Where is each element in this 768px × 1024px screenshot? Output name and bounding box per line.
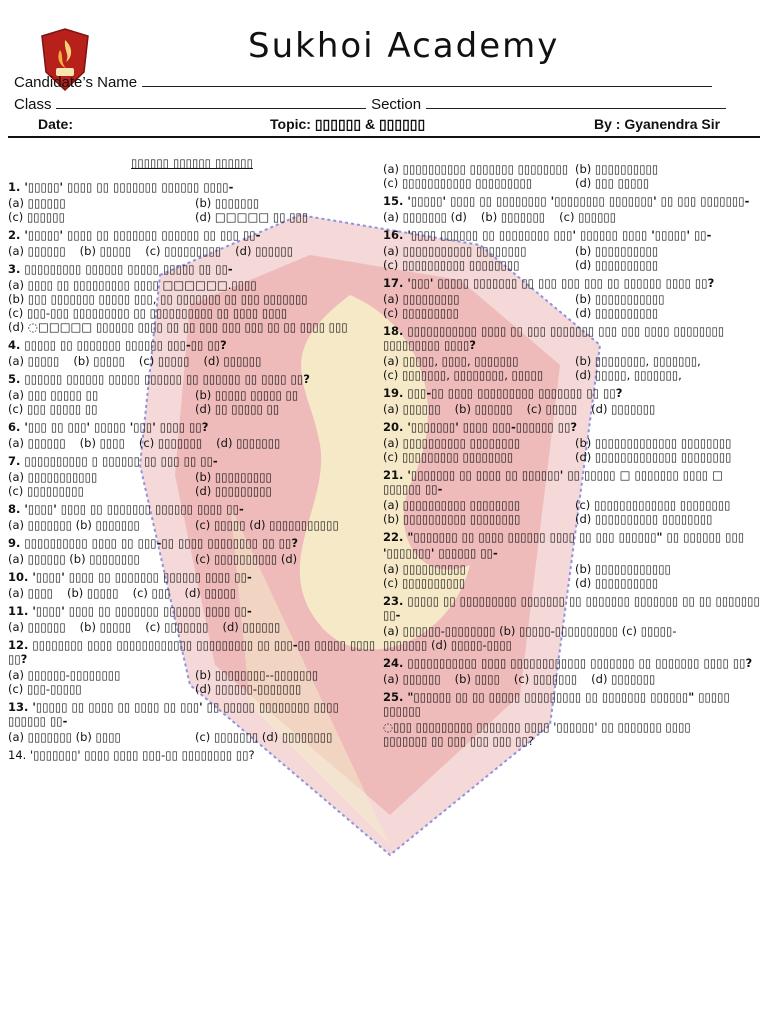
question-25 [383, 690, 761, 748]
answer-option[interactable]: (c) ▯▯▯▯▯▯▯▯▯▯ (d) [195, 552, 298, 566]
answer-option[interactable]: (d) ▯▯▯▯▯▯ [235, 244, 294, 258]
question-text: 2. '▯▯▯▯▯' ▯▯▯▯ ▯▯ ▯▯▯▯▯▯▯ ▯▯▯▯▯▯ ▯▯ ▯▯▯ ▯▯- [8, 228, 261, 242]
answer-option[interactable]: (c) ▯▯▯▯▯▯▯▯▯ ▯▯▯▯▯▯▯▯ [383, 450, 514, 464]
answer-option[interactable]: (b) ▯▯▯▯▯▯▯▯▯▯ ▯▯▯▯▯▯▯▯ [383, 512, 521, 526]
answer-option[interactable]: (c) ▯▯▯▯▯ [138, 354, 190, 368]
author-label: By : Gyanendra Sir [594, 116, 721, 132]
class-field[interactable] [56, 94, 366, 109]
candidate-name-row [14, 72, 712, 91]
options-group [383, 672, 761, 686]
question-10 [8, 570, 376, 600]
question-13 [8, 700, 376, 744]
question-text: 6. '▯▯▯ ▯▯ ▯▯▯' ▯▯▯▯▯ '▯▯▯' ▯▯▯▯ ▯▯? [8, 420, 209, 434]
options-group [8, 436, 376, 450]
answer-option[interactable]: (c) ▯▯▯▯▯▯▯▯▯ [8, 484, 84, 498]
answer-option[interactable]: (b) ▯▯▯▯▯ [73, 354, 125, 368]
options-group [383, 624, 761, 652]
answer-option[interactable]: (c) ▯▯▯▯▯▯▯▯▯ [145, 244, 222, 258]
options-group [8, 552, 376, 566]
worksheet-header-bar [8, 116, 760, 138]
answer-option[interactable]: (a) ▯▯▯▯▯▯▯▯▯▯ ▯▯▯▯▯▯▯▯ [383, 436, 521, 450]
answer-option[interactable]: (a) ▯▯▯▯▯▯ [8, 620, 66, 634]
question-14-text: 14. '▯▯▯▯▯▯▯' ▯▯▯▯ ▯▯▯▯ ▯▯▯-▯▯ ▯▯▯▯▯▯▯▯ ▯▯? [8, 748, 255, 762]
class-section-row [14, 94, 726, 113]
options-group [383, 244, 761, 272]
answer-option[interactable]: (a) ▯▯▯▯▯▯▯▯▯▯▯ [8, 470, 98, 484]
question-19 [383, 386, 761, 416]
options-group [383, 354, 761, 382]
question-3 [8, 262, 376, 334]
answer-option[interactable]: (c) ▯▯▯▯▯▯▯▯▯▯ [383, 576, 466, 590]
answer-option[interactable]: (d) □□□□□ ▯▯ ▯▯▯ [195, 210, 309, 224]
answer-option[interactable]: (a) ▯▯▯ ▯▯▯▯▯ ▯▯ [8, 388, 99, 402]
answer-option[interactable]: (c) ▯▯▯ [132, 586, 171, 600]
question-11 [8, 604, 376, 634]
options-group [8, 668, 376, 696]
answer-option[interactable]: (a) ▯▯▯▯▯▯▯▯▯▯ ▯▯▯▯▯▯▯▯ [383, 498, 521, 512]
answer-option[interactable]: (b) ▯▯▯▯ [454, 672, 500, 686]
answer-option[interactable]: (c) ▯▯▯▯▯▯ [8, 210, 65, 224]
question-text: 8. '▯▯▯▯' ▯▯▯▯ ▯▯ ▯▯▯▯▯▯▯ ▯▯▯▯▯▯ ▯▯▯▯ ▯▯- [8, 502, 244, 516]
answer-option[interactable]: (c) ▯▯▯▯▯▯▯▯▯▯▯ ▯▯▯▯▯▯▯▯▯ [383, 176, 533, 190]
question-2 [8, 228, 376, 258]
answer-option[interactable]: (b) ▯▯▯▯▯▯▯ [195, 196, 260, 210]
question-text: 3. ▯▯▯▯▯▯▯▯▯ ▯▯▯▯▯▯ ▯▯▯▯▯ ▯▯▯▯▯ ▯▯ ▯▯- [8, 262, 233, 276]
answer-option[interactable]: (a) ▯▯▯▯▯▯-▯▯▯▯▯▯▯▯ [8, 668, 121, 682]
answer-option[interactable]: (a) ▯▯▯▯▯▯▯▯▯ [383, 292, 460, 306]
question-text: 12. ▯▯▯▯▯▯▯▯ ▯▯▯▯ ▯▯▯▯▯▯▯▯▯▯▯▯ ▯▯▯▯▯▯▯▯▯ ▯▯ ▯▯▯-▯▯ ▯▯▯▯▯ ▯▯▯▯ ▯▯? [8, 638, 376, 666]
answer-option[interactable]: (a) ▯▯▯▯▯▯▯ (b) ▯▯▯▯▯▯▯ [8, 518, 140, 532]
class-label: Class [14, 96, 52, 113]
options-group [8, 278, 376, 334]
question-text: 20. '▯▯▯▯▯▯▯' ▯▯▯▯ ▯▯▯-▯▯▯▯▯▯ ▯▯? [383, 420, 578, 434]
question-text: 17. '▯▯▯' ▯▯▯▯▯ ▯▯▯▯▯▯▯ ▯▯ ▯▯▯ ▯▯▯ ▯▯▯ ▯▯ ▯▯▯▯▯▯ ▯▯▯▯ ▯▯? [383, 276, 715, 290]
question-text: 11. '▯▯▯▯' ▯▯▯▯ ▯▯ ▯▯▯▯▯▯▯ ▯▯▯▯▯▯ ▯▯▯▯ ▯▯- [8, 604, 252, 618]
answer-option[interactable]: (a) ▯▯▯▯▯▯ [8, 196, 66, 210]
answer-option[interactable]: (a) ▯▯▯▯▯, ▯▯▯▯, ▯▯▯▯▯▯▯ [383, 354, 519, 368]
options-group [8, 244, 376, 258]
options-group [383, 562, 761, 590]
question-text: 19. ▯▯▯-▯▯ ▯▯▯▯ ▯▯▯▯▯▯▯▯▯ ▯▯▯▯▯▯▯ ▯▯ ▯▯? [383, 386, 623, 400]
answer-option[interactable]: (d) ▯▯▯▯▯, ▯▯▯▯▯▯▯, [575, 368, 682, 382]
options-group [383, 292, 761, 320]
section-label: Section [371, 96, 422, 113]
question-20 [383, 420, 761, 464]
options-group [8, 620, 376, 634]
options-group [383, 402, 761, 416]
options-group [8, 586, 376, 600]
options-group [383, 210, 761, 224]
answer-option[interactable]: (c) ▯▯▯▯▯▯▯ [513, 672, 578, 686]
options-group [8, 354, 376, 368]
answer-option[interactable]: (d) ▯▯▯▯▯▯ [222, 620, 281, 634]
answer-option[interactable]: (c) ▯▯▯▯▯▯▯▯▯ [383, 306, 459, 320]
answer-option[interactable]: (c) ▯▯▯▯▯▯▯▯▯▯▯▯▯ ▯▯▯▯▯▯▯▯ [575, 498, 731, 512]
answer-option[interactable]: (a) ▯▯▯▯▯▯▯▯▯▯ [383, 562, 466, 576]
answer-option[interactable]: (d) ▯▯▯▯▯▯▯ [591, 402, 656, 416]
answer-option[interactable]: (a) ▯▯▯▯▯▯ [8, 436, 66, 450]
question-text: 10. '▯▯▯▯' ▯▯▯▯ ▯▯ ▯▯▯▯▯▯▯ ▯▯▯▯▯▯ ▯▯▯▯ ▯▯- [8, 570, 252, 584]
question-text: 16. '▯▯▯▯ ▯▯▯▯▯▯ ▯▯ ▯▯▯▯▯▯▯▯ ▯▯▯' ▯▯▯▯▯▯ ▯▯▯▯ '▯▯▯▯▯' ▯▯- [383, 228, 712, 242]
question-14-options [383, 162, 761, 190]
options-group [8, 518, 376, 532]
question-7 [8, 454, 376, 498]
question-15 [383, 194, 761, 224]
answer-option[interactable]: (a) ▯▯▯▯ ▯▯ ▯▯▯▯▯▯▯▯▯ ▯▯▯▯ □□□□□□.▯▯▯▯ [8, 278, 257, 292]
answer-option[interactable]: (a) ▯▯▯▯▯▯-▯▯▯▯▯▯▯▯ (b) ▯▯▯▯▯-▯▯▯▯▯▯▯▯▯▯ (c) ▯▯▯▯▯- [383, 624, 677, 638]
options-group [8, 730, 376, 744]
answer-option[interactable]: (a) ▯▯▯▯▯▯▯ (b) ▯▯▯▯ [8, 730, 121, 744]
answer-option[interactable]: ▯▯▯▯▯▯▯ ▯▯ ▯▯▯ ▯▯▯ ▯▯▯ ▯▯? [383, 734, 534, 748]
answer-option[interactable]: (c) ▯▯▯▯▯▯▯▯▯▯ ▯▯▯▯▯▯▯▯ [383, 258, 520, 272]
question-text: 13. '▯▯▯▯▯ ▯▯ ▯▯▯▯ ▯▯ ▯▯▯▯ ▯▯ ▯▯▯' ▯▯ ▯▯▯▯▯ ▯▯▯▯▯▯▯▯ ▯▯▯▯ ▯▯▯▯▯▯ ▯▯- [8, 700, 339, 728]
options-group [8, 470, 376, 498]
answer-option[interactable]: (d) ▯▯▯▯▯▯▯▯▯▯ ▯▯▯▯▯▯▯▯ [575, 512, 713, 526]
answer-option[interactable]: (d) ▯▯▯▯▯▯▯ [216, 436, 281, 450]
answer-option[interactable]: (b) ▯▯▯▯▯▯▯▯▯▯ [575, 244, 659, 258]
question-1 [8, 180, 376, 224]
question-text: 22. "▯▯▯▯▯▯▯ ▯▯ ▯▯▯▯ ▯▯▯▯▯▯ ▯▯▯▯ ▯▯ ▯▯▯ ▯▯▯▯▯▯" ▯▯ ▯▯▯▯▯▯ ▯▯▯ [383, 530, 745, 544]
section-field[interactable] [426, 94, 726, 109]
question-text: 25. "▯▯▯▯▯▯ ▯▯ ▯▯ ▯▯▯▯▯ ▯▯▯▯▯▯▯▯▯ ▯▯ ▯▯▯▯▯▯▯ ▯▯▯▯▯▯" ▯▯▯▯▯ ▯▯▯▯▯▯ [383, 690, 730, 718]
answer-option[interactable]: (b) ▯▯▯ ▯▯▯▯▯▯▯ ▯▯▯▯▯ ▯▯▯, ▯▯ ▯▯▯▯▯▯▯ ▯▯ ▯▯▯ ▯▯▯▯▯▯▯ [8, 292, 308, 306]
question-16 [383, 228, 761, 272]
question-text: 5. ▯▯▯▯▯▯ ▯▯▯▯▯▯ ▯▯▯▯▯ ▯▯▯▯▯▯ ▯▯ ▯▯▯▯▯▯ ▯▯ ▯▯▯▯ ▯▯? [8, 372, 310, 386]
answer-option[interactable]: (b) ▯▯▯▯▯ [79, 620, 132, 634]
answer-option[interactable]: (a) ▯▯▯▯▯▯ [383, 672, 441, 686]
answer-option[interactable]: (b) ▯▯▯▯▯▯▯▯▯▯ [575, 162, 659, 176]
candidate-name-label: Candidate’s Name [14, 74, 138, 91]
answer-option[interactable]: (b) ▯▯▯▯▯ [67, 586, 119, 600]
answer-option[interactable]: (c) ▯▯▯▯▯▯▯ (d) ▯▯▯▯▯▯▯▯ [195, 730, 333, 744]
question-text: 24. ▯▯▯▯▯▯▯▯▯▯▯ ▯▯▯▯ ▯▯▯▯▯▯▯▯▯▯▯▯ ▯▯▯▯▯▯▯ ▯▯ ▯▯▯▯▯▯▯ ▯▯▯▯ ▯▯? [383, 656, 753, 670]
options-group [8, 196, 376, 224]
answer-option[interactable]: (b) ▯▯▯▯▯▯▯ [480, 210, 546, 224]
answer-option[interactable]: (c) ▯▯▯-▯▯▯ ▯▯▯▯▯▯▯▯▯ ▯▯ ▯▯▯▯▯▯▯▯▯▯ ▯▯ ▯▯▯▯ ▯▯▯▯ [8, 306, 288, 320]
answer-option[interactable]: (c) ▯▯▯▯▯▯▯ [145, 620, 209, 634]
answer-option[interactable]: (a) ▯▯▯▯▯▯ (b) ▯▯▯▯▯▯▯▯ [8, 552, 140, 566]
answer-option[interactable]: (d) ▯▯▯▯▯▯▯▯▯▯▯▯▯ ▯▯▯▯▯▯▯▯ [575, 450, 732, 464]
answer-option[interactable]: (b) ▯▯▯▯▯▯▯▯▯▯▯▯ [575, 562, 671, 576]
question-12 [8, 638, 376, 696]
answer-option[interactable]: (d) ▯▯▯▯▯▯-▯▯▯▯▯▯▯ [195, 682, 302, 696]
answer-option[interactable]: (b) ▯▯▯▯▯▯▯▯▯▯▯ [575, 292, 665, 306]
right-column [383, 162, 761, 752]
answer-option[interactable]: (c) ▯▯▯▯▯▯▯, ▯▯▯▯▯▯▯▯, ▯▯▯▯▯ [383, 368, 544, 382]
question-text: 7. ▯▯▯▯▯▯▯▯▯▯ ▯ ▯▯▯▯▯▯ ▯▯ ▯▯▯ ▯▯ ▯▯- [8, 454, 218, 468]
options-group [383, 498, 761, 526]
answer-option[interactable]: (b) ▯▯▯▯▯▯▯▯▯ [195, 470, 272, 484]
answer-option[interactable]: (c) ▯▯▯-▯▯▯▯▯ [8, 682, 82, 696]
question-text: 1. '▯▯▯▯▯' ▯▯▯▯ ▯▯ ▯▯▯▯▯▯▯ ▯▯▯▯▯▯ ▯▯▯▯- [8, 180, 234, 194]
question-8 [8, 502, 376, 532]
answer-option[interactable]: (c) ▯▯▯ ▯▯▯▯▯ ▯▯ [8, 402, 98, 416]
question-note: '▯▯▯▯▯▯▯' ▯▯▯▯▯▯ ▯▯- [383, 546, 498, 560]
answer-option[interactable]: (a) ▯▯▯▯▯▯ [8, 244, 66, 258]
answer-option[interactable]: ◌▯▯▯ ▯▯▯▯▯▯▯▯▯ ▯▯▯▯▯▯▯ ▯▯▯▯ '▯▯▯▯▯▯' ▯▯ ▯▯▯▯▯▯▯ ▯▯▯▯ [383, 720, 691, 734]
question-17 [383, 276, 761, 320]
question-24 [383, 656, 761, 686]
question-text: 9. ▯▯▯▯▯▯▯▯▯▯ ▯▯▯▯ ▯▯ ▯▯▯-▯▯ ▯▯▯▯ ▯▯▯▯▯▯▯▯ ▯▯ ▯▯? [8, 536, 298, 550]
answer-option[interactable]: (a) ▯▯▯▯ [8, 586, 53, 600]
answer-option[interactable]: (a) ▯▯▯▯▯▯▯▯▯▯ ▯▯▯▯▯▯▯ ▯▯▯▯▯▯▯▯ [383, 162, 569, 176]
answer-option[interactable]: (d) ◌□□□□□ ▯▯▯▯▯▯ ▯▯▯▯ ▯▯ ▯▯ ▯▯▯ ▯▯▯ ▯▯▯ ▯▯ ▯▯ ▯▯▯▯ ▯▯▯ [8, 320, 348, 334]
options-group [8, 388, 376, 416]
answer-option[interactable]: (c) ▯▯▯▯▯ [526, 402, 578, 416]
question-4 [8, 338, 376, 368]
question-23 [383, 594, 761, 652]
question-6 [8, 420, 376, 450]
question-text: 21. '▯▯▯▯▯▯▯ ▯▯ ▯▯▯▯ ▯▯ ▯▯▯▯▯▯' ▯▯ ▯▯▯▯▯ □ ▯▯▯▯▯▯▯ ▯▯▯▯ □ ▯▯▯▯▯▯ ▯▯- [383, 468, 723, 496]
academy-title: Sukhoi Academy [248, 26, 560, 66]
question-text: 18. ▯▯▯▯▯▯▯▯▯▯▯ ▯▯▯▯ ▯▯ ▯▯▯ ▯▯▯▯▯▯▯ ▯▯▯ ▯▯▯ ▯▯▯▯ ▯▯▯▯▯▯▯▯ ▯▯▯▯▯▯▯▯▯ ▯▯▯▯? [383, 324, 725, 352]
answer-option[interactable]: (d) ▯▯▯▯▯▯ [203, 354, 262, 368]
answer-option[interactable]: (a) ▯▯▯▯▯ [8, 354, 60, 368]
answer-option[interactable]: (d) ▯▯▯▯▯ [184, 586, 237, 600]
answer-option[interactable]: (d) ▯▯▯▯▯▯▯ [591, 672, 656, 686]
date-label: Date: [38, 116, 74, 132]
options-group [383, 436, 761, 464]
answer-option[interactable]: (b) ▯▯▯▯▯ ▯▯▯▯▯ ▯▯ [195, 388, 299, 402]
question-21 [383, 468, 761, 526]
question-text: 15. '▯▯▯▯▯' ▯▯▯▯ ▯▯ ▯▯▯▯▯▯▯▯ '▯▯▯▯▯▯▯▯ ▯▯▯▯▯▯▯' ▯▯ ▯▯▯ ▯▯▯▯▯▯▯- [383, 194, 750, 208]
topic-label: Topic: ▯▯▯▯▯▯ & ▯▯▯▯▯▯ [270, 116, 426, 132]
question-text: 23. ▯▯▯▯▯ ▯▯ ▯▯▯▯▯▯▯▯▯ ▯▯▯▯▯▯▯ ▯▯ ▯▯▯▯▯▯▯ ▯▯▯▯▯▯▯ ▯▯ ▯▯ ▯▯▯▯▯▯▯ ▯▯- [383, 594, 760, 622]
answer-option[interactable]: (b) ▯▯▯▯▯▯▯▯▯▯▯▯▯ ▯▯▯▯▯▯▯▯ [575, 436, 732, 450]
answer-option[interactable]: (c) ▯▯▯▯▯▯ [559, 210, 617, 224]
question-18 [383, 324, 761, 382]
question-text: 4. ▯▯▯▯▯ ▯▯ ▯▯▯▯▯▯▯ ▯▯▯▯▯▯ ▯▯▯-▯▯ ▯▯? [8, 338, 227, 352]
question-22 [383, 530, 761, 590]
answer-option[interactable]: (d) ▯▯▯▯▯▯▯▯▯▯ [575, 306, 659, 320]
question-9 [8, 536, 376, 566]
candidate-name-field[interactable] [142, 72, 712, 87]
answer-option[interactable]: (b) ▯▯▯▯ [79, 436, 125, 450]
answer-option[interactable]: ▯▯▯▯▯▯▯ (d) ▯▯▯▯▯-▯▯▯▯ [383, 638, 512, 652]
answer-option[interactable]: (b) ▯▯▯▯▯▯▯▯, ▯▯▯▯▯▯▯, [575, 354, 701, 368]
answer-option[interactable]: (c) ▯▯▯▯▯▯▯ [138, 436, 203, 450]
question-5 [8, 372, 376, 416]
answer-option[interactable]: (b) ▯▯▯▯▯ [79, 244, 132, 258]
answer-option[interactable]: (d) ▯▯ ▯▯▯▯▯ ▯▯ [195, 402, 280, 416]
answer-option[interactable]: (c) ▯▯▯▯▯ (d) ▯▯▯▯▯▯▯▯▯▯▯ [195, 518, 339, 532]
answer-option[interactable]: (a) ▯▯▯▯▯▯▯▯▯▯▯ ▯▯▯▯▯▯▯▯ [383, 244, 527, 258]
left-column [8, 150, 376, 766]
answer-option[interactable]: (d) ▯▯▯▯▯▯▯▯▯▯ [575, 576, 659, 590]
answer-option[interactable]: (d) ▯▯▯▯▯▯▯▯▯ [195, 484, 272, 498]
answer-option[interactable]: (b) ▯▯▯▯▯▯ [454, 402, 513, 416]
options-group [383, 720, 761, 748]
answer-option[interactable]: (d) ▯▯▯▯▯▯▯▯▯▯ [575, 258, 659, 272]
answer-option[interactable]: (a) ▯▯▯▯▯▯▯ (d) [383, 210, 467, 224]
worksheet-title: ▯▯▯▯▯▯ ▯▯▯▯▯▯ ▯▯▯▯▯▯ [131, 156, 253, 170]
answer-option[interactable]: (d) ▯▯▯ ▯▯▯▯▯ [575, 176, 650, 190]
answer-option[interactable]: (b) ▯▯▯▯▯▯▯▯--▯▯▯▯▯▯▯ [195, 668, 319, 682]
answer-option[interactable]: (a) ▯▯▯▯▯▯ [383, 402, 441, 416]
